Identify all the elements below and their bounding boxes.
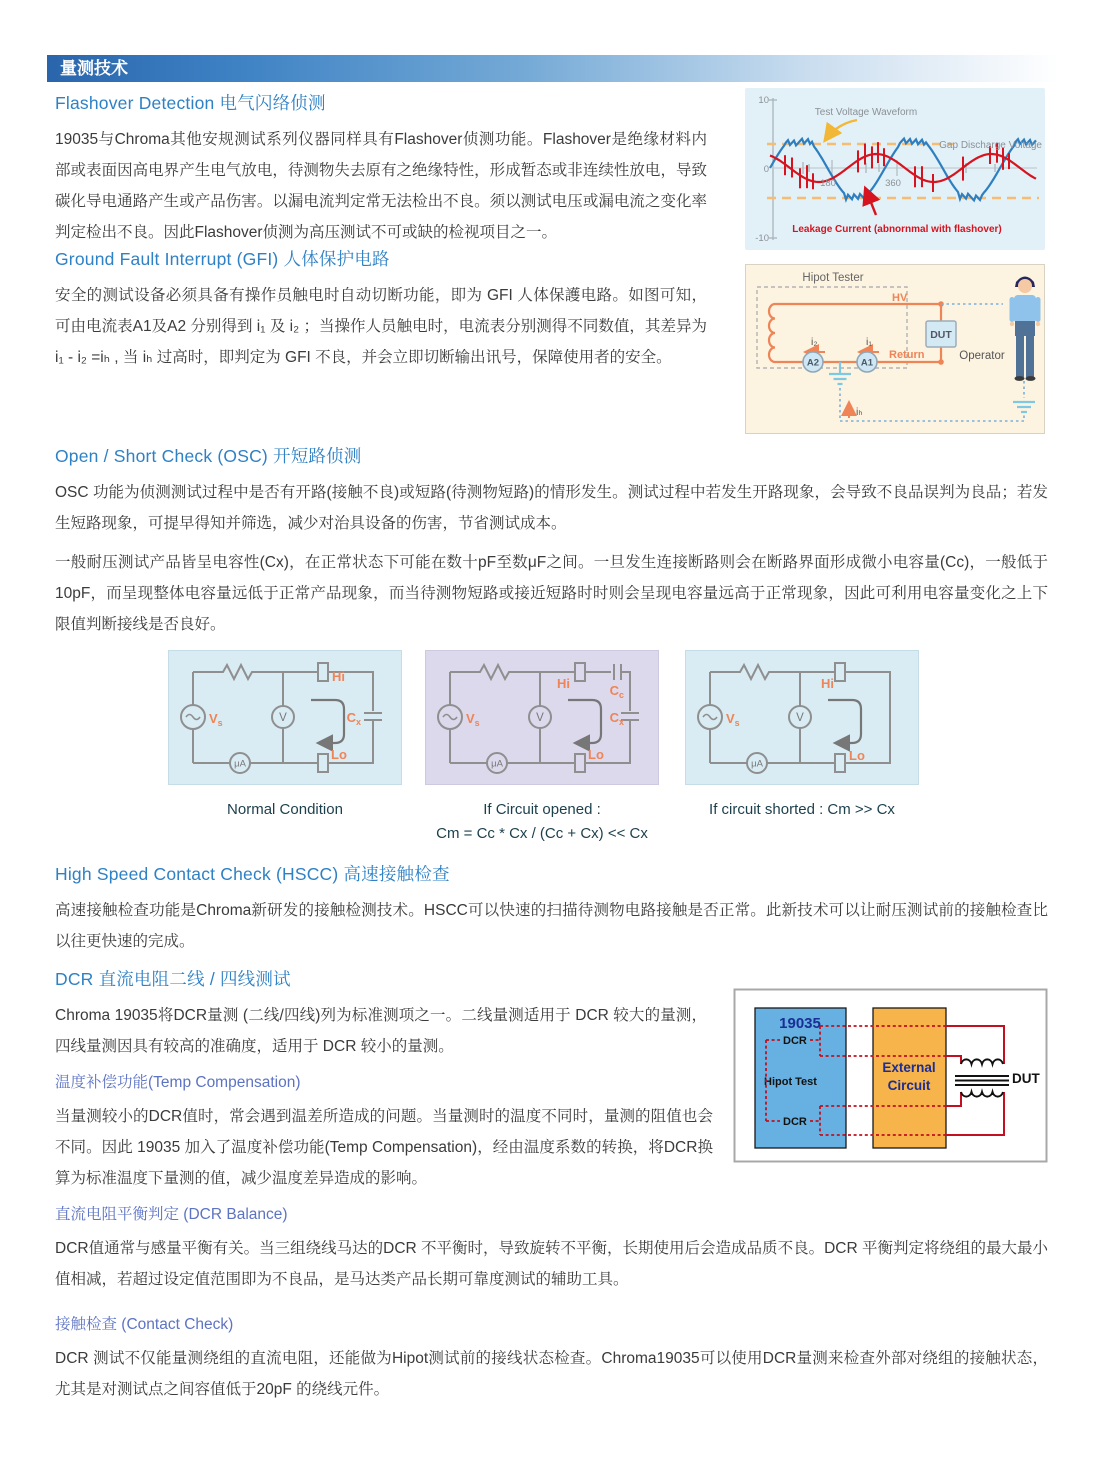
gap-discharge-label: Gap Discharge Voltage bbox=[939, 140, 1042, 151]
circuit-shorted-diagram bbox=[685, 650, 919, 785]
lo-label: Lo bbox=[331, 747, 347, 762]
hi-terminal bbox=[318, 663, 328, 681]
hi-label: Hi bbox=[821, 676, 834, 691]
dut-label: DUT bbox=[930, 329, 952, 341]
vs-label: $V_s$ bbox=[466, 711, 480, 728]
temp-section bbox=[55, 1070, 713, 1194]
operator-label: Operator bbox=[959, 350, 1005, 362]
osc-title: Open / Short Check (OSC) 开短路侦测 bbox=[55, 446, 362, 466]
ammeter-label: μA bbox=[751, 758, 763, 770]
flashover-figure bbox=[745, 88, 1045, 255]
circuit-normal-figure bbox=[168, 650, 402, 821]
hi-terminal bbox=[835, 663, 845, 681]
a2-label: A2 bbox=[806, 357, 820, 369]
hi-terminal bbox=[575, 663, 585, 681]
balance-title: 直流电阻平衡判定 (DCR Balance) bbox=[55, 1206, 288, 1223]
cc-label: $C_c$ bbox=[609, 683, 624, 700]
hscc-title: High Speed Contact Check (HSCC) 高速接触检查 bbox=[55, 864, 450, 884]
circuit-opened-figure bbox=[425, 650, 659, 845]
ih-label: iₕ bbox=[856, 406, 863, 418]
hscc-section bbox=[55, 861, 1048, 957]
voltmeter-label: V bbox=[279, 712, 287, 724]
ytick-neg10: -10 bbox=[755, 233, 769, 244]
hipot-test-label: Hipot Test bbox=[764, 1076, 817, 1088]
lo-label: Lo bbox=[849, 748, 865, 763]
flashover-body: 19035与Chroma其他安规测试系列仪器同样具有Flashover侦测功能。Flashover是绝缘材料内部或表面因高电界产生电气放电，待测物失去原有之绝缘特性，形成暂态或非连续性放电，导致碳化导电通路产生或产品伤害。以漏电流判定常无法检出不良。须以测试电压或漏电流之变化率判定检出不良。因此Flashover侦测为高压测试不可或缺的检视项目之一。 bbox=[55, 131, 707, 241]
ammeter-label: μA bbox=[234, 758, 246, 770]
dcr-bottom-label: DCR bbox=[783, 1116, 807, 1128]
balance-section bbox=[55, 1202, 1048, 1295]
dcr-top-label: DCR bbox=[783, 1035, 807, 1047]
voltmeter-label: V bbox=[536, 712, 544, 724]
dcr-diagram bbox=[733, 988, 1048, 1163]
dcr-body: Chroma 19035将DCR量测 (二线/四线)列为标准测项之一。二线量测适用于 DCR 较大的量测，四线量测因具有较高的准确度，适用于 DCR 较小的量测。 bbox=[55, 1007, 707, 1055]
contact-section bbox=[55, 1312, 1048, 1405]
gfi-section bbox=[55, 246, 707, 373]
gfi-body: 安全的测试设备必须具备有操作员触电时自动切断功能，即为 GFI 人体保護电路。如图可知，可由电流表A1及A2 分别得到 i₁ 及 i₂ ；当操作人员触电时，电流表分别测得不同数值，其差异为 i₁ - i₂ =iₕ , 当 iₕ 过高时，即判定为 GFI 不良，并会立即切断输出讯号，保障使用者的安全。 bbox=[55, 287, 707, 366]
flashover-section bbox=[55, 90, 707, 248]
temp-body: 当量测较小的DCR值时，常会遇到温差所造成的问题。当量测时的温度不同时，量测的阻值也会不同。因此 19035 加入了温度补偿功能(Temp Compensation)，经由温度系数的转换，将DCR换算为标准温度下量测的值，减少温度差异造成的影响。 bbox=[55, 1108, 713, 1187]
temp-title: 温度补偿功能(Temp Compensation) bbox=[55, 1074, 301, 1091]
gfi-figure bbox=[745, 264, 1045, 439]
device-label: 19035 bbox=[779, 1015, 821, 1032]
hipot-tester-label: Hipot Tester bbox=[802, 272, 864, 284]
circuit-normal-caption: Normal Condition bbox=[227, 801, 343, 818]
section-header-bar bbox=[47, 55, 1102, 82]
gfi-title: Ground Fault Interrupt (GFI) 人体保护电路 bbox=[55, 249, 390, 269]
vs-label: $V_s$ bbox=[209, 711, 223, 728]
dut-label: DUT bbox=[1012, 1071, 1040, 1086]
osc-body1: OSC 功能为侦测测试过程中是否有开路(接触不良)或短路(待测物短路)的情形发生。测试过程中若发生开路现象，会导致不良品误判为良品；若发生短路现象，可提早得知并筛选，减少对治具设备的伤害，节省测试成本。 bbox=[55, 484, 1048, 532]
page-title: 量测技术 bbox=[60, 59, 128, 78]
circuit-opened-caption2: Cm = Cc * Cx / (Cc + Cx) << Cx bbox=[436, 825, 648, 842]
i1-label: i₁ bbox=[866, 336, 872, 348]
xtick-180: 180 bbox=[820, 178, 836, 189]
osc-section bbox=[55, 443, 1048, 539]
osc-body2: 一般耐压测试产品皆呈电容性(Cx)，在正常状态下可能在数十pF至数μF之间。一旦发生连接断路则会在断路界面形成微小电容量(Cc)，一般低于10pF，而呈现整体电容量远低于正常产品现象，而当待测物短路或接近短路时时则会呈现电容量远高于正常现象，因此可利用电容量变化之上下限值判断接线是否良好。 bbox=[55, 554, 1048, 633]
return-node bbox=[938, 359, 944, 365]
lo-terminal bbox=[318, 754, 328, 772]
lo-terminal bbox=[575, 754, 585, 772]
lo-label: Lo bbox=[588, 747, 604, 762]
flashover-title: Flashover Detection 电气闪络侦测 bbox=[55, 93, 326, 113]
dcr-figure bbox=[733, 988, 1048, 1168]
dcr-section bbox=[55, 966, 707, 1062]
lo-terminal bbox=[835, 754, 845, 772]
i2-label: i₂ bbox=[811, 336, 818, 348]
return-label: Return bbox=[889, 349, 925, 361]
leakage-label: Leakage Current (abnornmal with flashover) bbox=[792, 224, 1002, 235]
circuit-opened-diagram bbox=[425, 650, 659, 785]
balance-body: DCR值通常与感量平衡有关。当三组绕线马达的DCR 不平衡时，导致旋转不平衡，长期使用后会造成品质不良。DCR 平衡判定将绕组的最大最小值相减，若超过设定值范围即为不良品，是马达类产品长期可靠度测试的辅助工具。 bbox=[55, 1240, 1048, 1288]
cx-label: $C_x$ bbox=[609, 710, 624, 727]
circuit-opened-caption1: If Circuit opened : bbox=[483, 801, 601, 818]
cx-label: $C_x$ bbox=[346, 710, 361, 727]
contact-body: DCR 测试不仅能量测绕组的直流电阻，还能做为Hipot测试前的接线状态检查。Chroma19035可以使用DCR量测来检查外部对绕组的接触状态，尤其是对测试点之间容值低于20pF 的绕线元件。 bbox=[55, 1350, 1048, 1398]
contact-title: 接触检查 (Contact Check) bbox=[55, 1316, 234, 1333]
external-label-2: Circuit bbox=[887, 1078, 931, 1093]
dcr-title: DCR 直流电阻二线 / 四线测试 bbox=[55, 969, 291, 989]
external-label-1: External bbox=[882, 1060, 936, 1075]
circuit-shorted-figure bbox=[685, 650, 919, 821]
voltmeter-label: V bbox=[796, 712, 804, 724]
flashover-chart bbox=[745, 88, 1045, 250]
a1-label: A1 bbox=[860, 357, 874, 369]
xtick-360: 360 bbox=[885, 178, 901, 189]
ammeter-label: μA bbox=[491, 758, 503, 770]
hscc-body: 高速接触检查功能是Chroma新研发的接触检测技术。HSCC可以快速的扫描待测物电路接触是否正常。此新技术可以让耐压测试前的接触检查比以往更快速的完成。 bbox=[55, 902, 1048, 950]
circuit-shorted-caption: If circuit shorted : Cm >> Cx bbox=[709, 801, 895, 818]
gfi-diagram bbox=[745, 264, 1045, 434]
vs-label: $V_s$ bbox=[726, 711, 740, 728]
test-voltage-label: Test Voltage Waveform bbox=[814, 107, 918, 118]
circuit-normal-diagram bbox=[168, 650, 402, 785]
ytick-0: 0 bbox=[763, 164, 769, 175]
ytick-10: 10 bbox=[758, 95, 769, 106]
hi-label: Hi bbox=[332, 669, 345, 684]
hv-label: HV bbox=[892, 292, 908, 304]
hi-label: Hi bbox=[557, 676, 570, 691]
